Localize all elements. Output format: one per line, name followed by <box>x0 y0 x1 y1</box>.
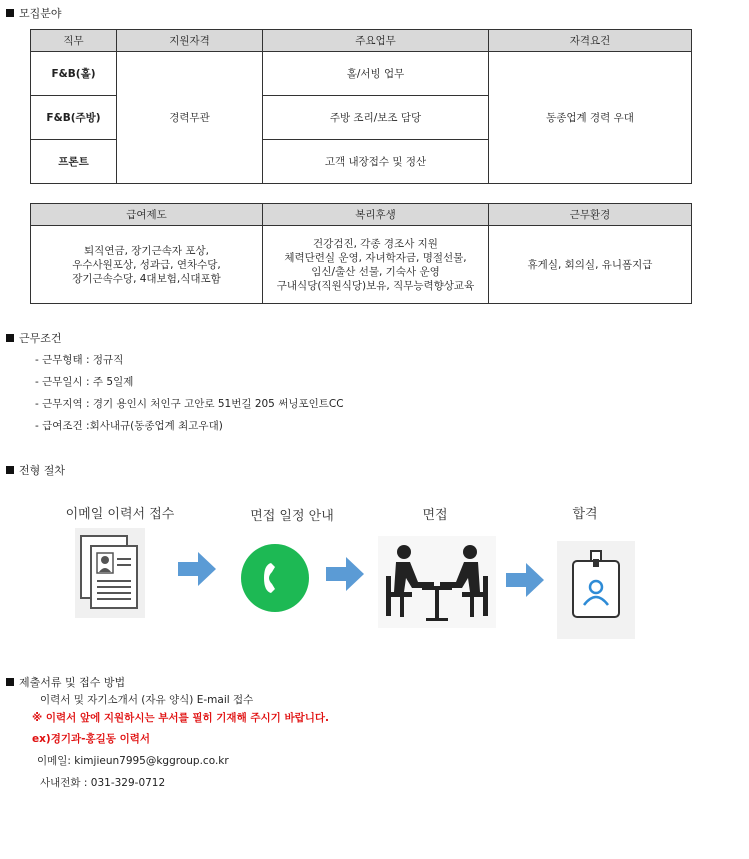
salary-cell <box>31 226 263 304</box>
welfare-line: 건강검진, 각종 경조사 지원 <box>313 237 438 250</box>
header-welfare: 복리후생 <box>263 204 489 226</box>
contact-email: 이메일: kimjieun7995@kggroup.co.kr <box>37 755 229 767</box>
job-title: F&B(홀) <box>31 52 117 96</box>
salary-line: 퇴직연금, 장기근속자 포상, <box>84 244 209 257</box>
section-recruit-heading: 모집분야 <box>6 5 62 21</box>
benefits-table <box>30 203 692 304</box>
square-bullet-icon <box>6 466 14 474</box>
condition-item: - 근무형태 : 정규직 <box>35 354 124 366</box>
resume-document-icon <box>75 528 145 618</box>
header-environment: 근무환경 <box>489 204 692 226</box>
job-title: 프론트 <box>31 140 117 184</box>
section-submission-heading: 제출서류 및 접수 방법 <box>6 674 125 690</box>
id-badge-icon <box>557 541 635 639</box>
job-duty: 고객 내장접수 및 정산 <box>263 140 489 184</box>
header-requirement: 자격요건 <box>489 30 692 52</box>
square-bullet-icon <box>6 334 14 342</box>
benefits-header-row <box>31 204 692 226</box>
step-label: 합격 <box>572 507 598 522</box>
submission-example: ex)경기과-홍길동 이력서 <box>32 733 150 745</box>
square-bullet-icon <box>6 678 14 686</box>
salary-line: 우수사원포상, 성과급, 연차수당, <box>72 258 221 271</box>
submission-documents: 이력서 및 자기소개서 (자유 양식) E-mail 접수 <box>40 694 254 706</box>
step-label: 면접 일정 안내 <box>250 509 334 524</box>
interview-people-icon <box>378 536 496 628</box>
welfare-cell <box>263 226 489 304</box>
table-row <box>31 52 692 96</box>
header-qualification: 지원자격 <box>117 30 263 52</box>
condition-item: - 근무지역 : 경기 용인시 처인구 고안로 51번길 205 써닝포인트CC <box>35 398 344 410</box>
arrow-right-icon <box>326 557 364 591</box>
qualification-cell: 경력무관 <box>117 52 263 184</box>
condition-item: - 근무일시 : 주 5일제 <box>35 376 134 388</box>
section-process-heading: 전형 절차 <box>6 462 65 478</box>
environment-cell: 휴게실, 회의실, 유니폼지급 <box>489 226 692 304</box>
step-label: 이메일 이력서 접수 <box>65 507 175 522</box>
job-duty: 홀/서빙 업무 <box>263 52 489 96</box>
recruit-table <box>30 29 692 184</box>
welfare-line: 구내식당(직원식당)보유, 직무능력향상교육 <box>276 279 475 292</box>
recruit-header-row <box>31 30 692 52</box>
phone-call-icon <box>240 543 310 613</box>
section-conditions-heading: 근무조건 <box>6 330 62 346</box>
step-label: 면접 <box>422 508 448 523</box>
header-job: 직무 <box>31 30 117 52</box>
table-row <box>31 226 692 304</box>
contact-phone: 사내전화 : 031-329-0712 <box>40 777 166 789</box>
condition-item: - 급여조건 :회사내규(동종업계 최고우대) <box>35 420 223 432</box>
requirement-cell: 동종업계 경력 우대 <box>489 52 692 184</box>
submission-notice: ※ 이력서 앞에 지원하시는 부서를 필히 기재해 주시기 바랍니다. <box>32 712 330 724</box>
job-duty: 주방 조리/보조 담당 <box>263 96 489 140</box>
arrow-right-icon <box>506 563 544 597</box>
welfare-line: 임신/출산 선물, 기숙사 운영 <box>311 265 440 278</box>
header-duty: 주요업무 <box>263 30 489 52</box>
header-salary: 급여제도 <box>31 204 263 226</box>
welfare-line: 체력단련실 운영, 자녀학자금, 명절선물, <box>284 251 467 264</box>
job-title: F&B(주방) <box>31 96 117 140</box>
arrow-right-icon <box>178 552 216 586</box>
square-bullet-icon <box>6 9 14 17</box>
salary-line: 장기근속수당, 4대보험,식대포함 <box>72 272 221 285</box>
